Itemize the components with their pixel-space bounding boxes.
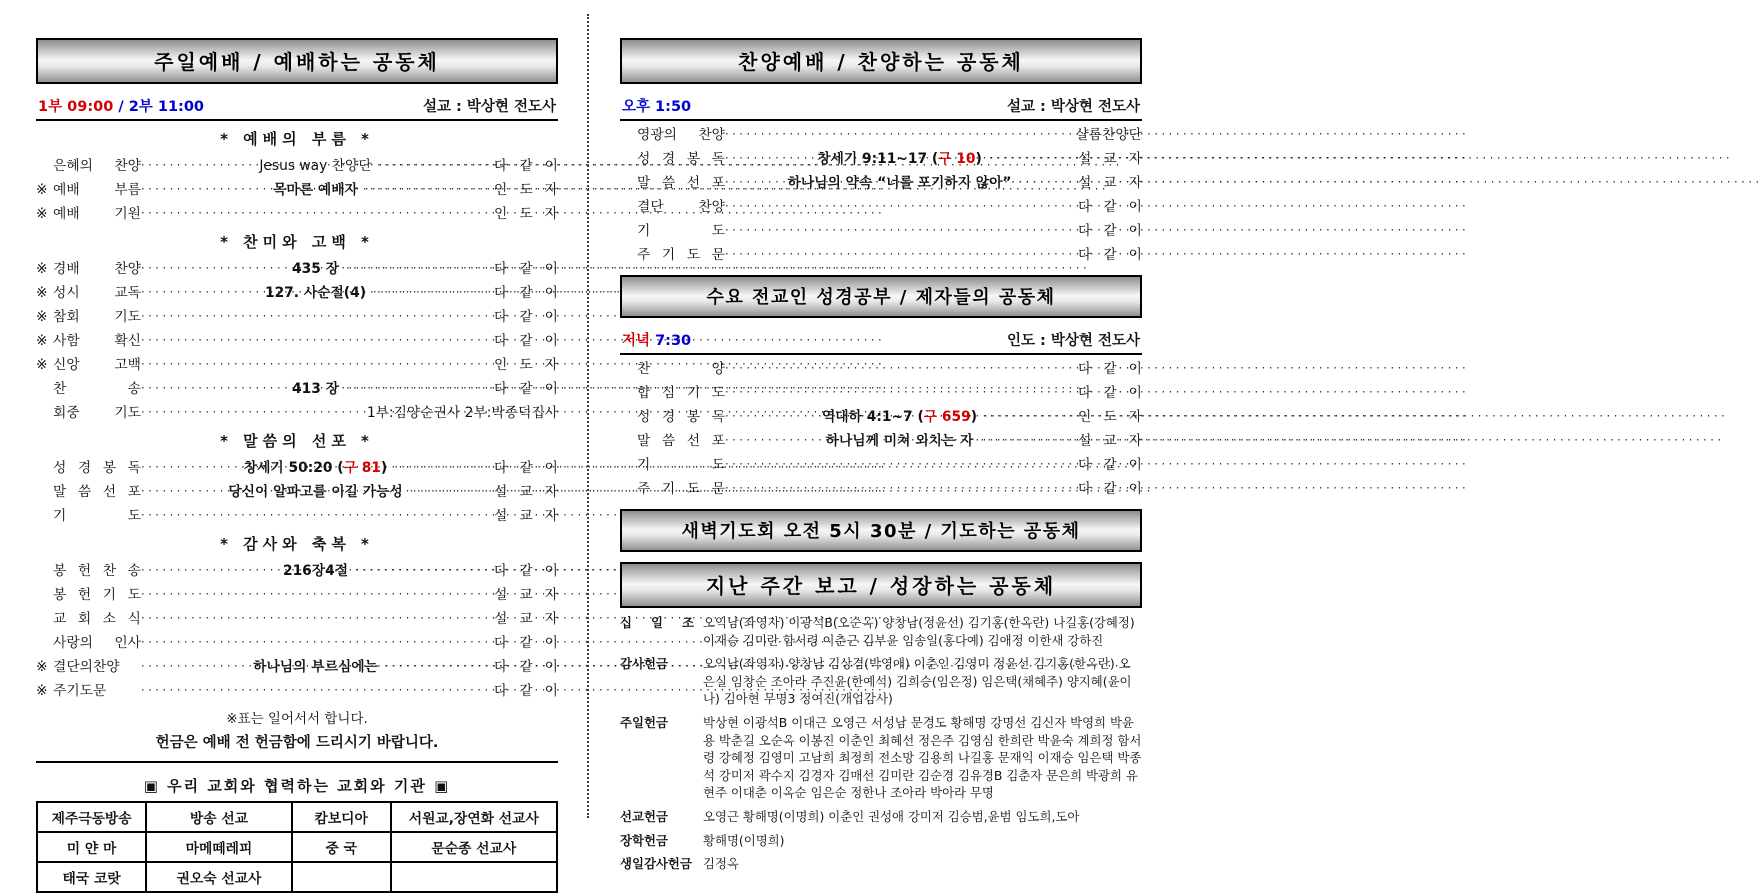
report-entry-names: 박상현 이광석B 이대근 오영근 서성남 문경도 황해명 강명선 김신자 박영희 박윤용 박춘길 오순옥 이봉진 이춘인 최혜선 정은주 김영심 한희란 박윤숙 계희정 함서령 강혜정 김영미 고남희 최정희 전소망 김용희 나길홍 문재익 이재승 임은택 박종석 강미저 곽수지 김경자 김매선 김미란 김순경 김유경B 김춘자 문은희 박광희 유현주 이대춘 이옥순 임은순 정한나 조아라 박아라 무명 [703,715,1142,801]
dotted-leader [1018,175,1074,189]
leader-label: 인도 : 박상현 전도사 [1007,333,1140,349]
service-item-assignee: 다 같 이 [494,683,558,699]
service-row [620,427,1142,451]
service-item-label: 성 경 봉 독 [637,409,725,425]
service-row [36,176,558,200]
order-of-worship [36,128,558,701]
service-item-assignee: 설 교 자 [494,611,558,627]
dotted-leader [355,563,490,577]
right-page-section [620,509,1142,552]
service-item-assignee: 다 같 이 [494,285,559,301]
service-item-assignee: 다 같 이 [1078,481,1142,497]
dotted-leader [141,508,490,522]
service-item-label: 은혜의 찬양 [53,158,141,174]
service-row [620,121,1142,145]
service-row [620,403,1142,427]
content-text: ) [970,409,978,425]
table-row [37,802,557,832]
service-row [36,200,558,224]
dotted-leader [141,261,285,275]
service-item-content: 413 장 [292,381,339,397]
service-item-assignee: 다 같 이 [494,659,559,675]
standing-mark: ※ [36,333,48,349]
service-item-label: 말 씀 선 포 [53,484,141,500]
service-row [36,255,558,279]
dotted-leader [725,433,819,447]
service-item-label: 사함 확신 [53,333,141,349]
service-item-assignee: 다 같 이 [1078,457,1142,473]
service-item-label: 회중 기도 [53,405,141,421]
service-row [36,375,558,399]
dotted-leader [725,409,815,423]
service-row [36,454,558,478]
dotted-leader [141,405,363,419]
service-row [36,478,558,502]
service-item-label: 예배 기원 [53,206,141,222]
dotted-leader [373,285,490,299]
service-item-content: 하나님의 약속 “너를 포기하지 않아” [787,175,1012,191]
dotted-leader [725,361,1074,375]
table-cell: 캄보디아 [292,802,391,832]
service-row [36,677,558,701]
standing-mark: ※ [36,182,48,198]
service-item-assignee: 샬롬찬양단 [1075,127,1142,143]
service-item-label: 주 기 도 문 [637,481,725,497]
service-times [622,329,691,350]
service-item-label: 참회 기도 [53,309,141,325]
order-section-title: * 말씀의 선포 * [220,432,374,450]
service-row [620,193,1142,217]
service-item-assignee: 다 같 이 [494,333,558,349]
section-header: 새벽기도회 오전 5시 30분 / 기도하는 공동체 [620,509,1142,552]
report-entry-names: 오익남(좌영자) 양창남 김상겸(박영애) 이춘인 김영미 정윤선 김기홍(한옥란) 오은실 임창순 조아라 주진윤(한예석) 김희승(임은정) 임은택(채혜주) 양지혜(윤이나) 김아현 무명3 정여진(개업감사) [703,656,1132,707]
service-item-assignee: 설 교 자 [1078,175,1142,191]
service-item-content: 목마른 예배자 [273,182,358,198]
dotted-leader [141,460,237,474]
service-item-label: 찬 송 [53,381,141,397]
service-item-label: 신앙 고백 [53,357,141,373]
dotted-leader [394,460,490,474]
content-text: 창세기 50:20 ( [243,460,344,476]
right-page-section [620,38,1142,265]
dotted-leader [989,151,1074,165]
content-text: 구 10 [938,151,976,167]
dotted-leader [346,261,490,275]
dotted-leader [725,457,1074,471]
dotted-leader [141,158,252,172]
service-item-content: Jesus way 찬양단 [259,158,372,174]
content-text: ) [380,460,388,476]
service-item-label: 기 도 [637,223,725,239]
report-entry [620,832,1142,850]
table-cell [391,862,557,892]
service-item-label: 찬 양 [637,361,725,377]
service-item-assignee: 인 도 자 [494,182,558,198]
service-row [36,557,558,581]
service-item-assignee: 다 같 이 [494,381,558,397]
table-cell: 제주극동방송 [37,802,146,832]
service-item-content: 435 장 [292,261,339,277]
service-item-label: 기 도 [53,508,141,524]
service-item-assignee: 다 같 이 [494,261,558,277]
dotted-leader [725,385,1074,399]
service-item-label: 말 씀 선 포 [637,175,725,191]
dotted-leader [984,409,1074,423]
service-item-assignee: 설 교 자 [1078,433,1142,449]
report-entry [620,855,1142,873]
service-item-label: 주 기 도 문 [637,247,725,263]
content-text: 창세기 9:11~17 ( [817,151,939,167]
table-row [37,862,557,892]
dotted-leader [379,158,490,172]
dotted-leader [365,182,490,196]
standing-mark: ※ [36,309,48,325]
standing-mark: ※ [36,357,48,373]
right-page-section [620,562,1142,873]
service-time-text: 저녁 [622,333,656,349]
service-time-text: 7:30 [655,333,692,349]
report-entry [620,655,1142,708]
standing-mark: ※ [36,683,48,699]
service-item-assignee: 다 같 이 [1078,199,1142,215]
service-row [620,355,1142,379]
dotted-leader [346,381,490,395]
service-row [36,327,558,351]
dotted-leader [141,182,266,196]
dotted-leader [141,683,490,697]
service-item-assignee: 인 도 자 [494,357,558,373]
right-page-section [620,275,1142,499]
section-rule [36,761,558,763]
dotted-leader [385,659,490,673]
service-item-label: 경배 찬양 [53,261,141,277]
service-item-assignee: 다 같 이 [1078,223,1142,239]
service-item-label: 합 심 기 도 [637,385,725,401]
weekly-report [620,614,1142,873]
service-item-content: 당신이 알파고를 이길 가능성 [228,484,403,500]
dotted-leader [141,484,221,498]
service-item-assignee: 다 같 이 [494,158,558,174]
service-item-assignee: 다 같 이 [494,460,558,476]
dotted-leader [141,357,490,371]
service-item-label: 기 도 [637,457,725,473]
dotted-leader [141,206,490,220]
report-entry-names: 김정옥 [703,856,739,872]
service-item-content: 216장4절 [282,563,349,579]
service-item-assignee: 다 같 이 [1078,361,1142,377]
table-cell: 중 국 [292,832,391,862]
service-row [36,279,558,303]
section-schedule [620,84,1142,121]
section-header: 지난 주간 보고 / 성장하는 공동체 [620,562,1142,608]
service-row [36,399,558,423]
dotted-leader [141,309,490,323]
table-cell: 마메떼레피 [146,832,292,862]
service-row [620,241,1142,265]
dotted-leader [141,635,490,649]
content-text: 구 81 [343,460,381,476]
dotted-leader [141,333,490,347]
service-item-label: 봉 헌 찬 송 [53,563,141,579]
service-row [36,502,558,526]
section-header: 수요 전교인 성경공부 / 제자들의 공동체 [620,275,1142,318]
service-item-assignee: 설 교 자 [494,508,558,524]
service-item-assignee: 다 같 이 [1078,385,1142,401]
service-row [620,217,1142,241]
service-time-text: 1부 09:00 [38,99,114,115]
service-item-label: 예배 부름 [53,182,141,198]
table-cell: 방송 선교 [146,802,292,832]
service-time-text: / [113,99,129,115]
service-item-label: 말 씀 선 포 [637,433,725,449]
service-item-content: 하나님께 미쳐 외치는 자 [825,433,974,449]
dotted-leader [410,484,490,498]
service-item-assignee: 다 같 이 [494,563,558,579]
table-cell: 태국 코랏 [37,862,146,892]
dotted-leader [141,381,285,395]
report-entry-names: 오영근 황해명(이명희) 이춘인 권성애 강미저 김승범,윤범 임도희,도아 [703,809,1080,825]
dotted-leader [141,611,490,625]
service-item-assignee: 다 같 이 [1078,247,1142,263]
offering-note: 헌금은 예배 전 헌금함에 드리시기 바랍니다. [155,735,439,751]
left-page-column [36,38,558,893]
table-cell: 문순종 선교사 [391,832,557,862]
service-row [620,145,1142,169]
section-header: 찬양예배 / 찬양하는 공동체 [620,38,1142,84]
service-item-assignee: 인 도 자 [1078,409,1142,425]
right-page-column [620,38,1142,883]
service-item-assignee: 다 같 이 [494,635,558,651]
service-row [36,351,558,375]
dotted-leader [980,433,1074,447]
leader-label: 설교 : 박상현 전도사 [1007,99,1140,115]
report-entry-label: 주일헌금 [620,715,668,731]
service-row [36,653,558,677]
table-cell: 서원교,장연화 선교사 [391,802,557,832]
dotted-leader [141,587,490,601]
standing-mark: ※ [36,659,48,675]
partners-table-title: ▣ 우리 교회와 협력하는 교회와 기관 ▣ [143,777,451,795]
content-text: 역대하 4:1~7 ( [821,409,924,425]
service-item-assignee: 다 같 이 [494,309,558,325]
service-item-label: 봉 헌 기 도 [53,587,141,603]
service-item-content: 하나님의 부르심에는 [253,659,378,675]
service-item-label: 교 회 소 식 [53,611,141,627]
service-row [36,629,558,653]
service-item-label: 주기도문 [53,683,107,699]
content-text: 구 659 [923,409,971,425]
sunday-worship-header: 주일예배 / 예배하는 공동체 [36,38,558,84]
service-item-assignee: 설 교 자 [494,587,558,603]
service-row [36,152,558,176]
service-item-assignee: 인 도 자 [494,206,558,222]
service-time-text: 오후 1:50 [622,99,692,115]
dotted-leader [725,223,1074,237]
table-cell: 권오숙 선교사 [146,862,292,892]
service-item-assignee: 설 교 자 [494,484,558,500]
mission-partners-table [36,801,558,893]
service-item-label: 성 경 봉 독 [53,460,141,476]
service-times [622,95,691,116]
report-entry [620,808,1142,826]
service-item-assignee: 1부:김양순권사 2부:박종덕집사 [366,405,558,421]
dotted-leader [725,151,810,165]
service-row [36,303,558,327]
report-entry-label: 장학헌금 [620,832,668,848]
standing-mark: ※ [36,285,48,301]
report-entry-label: 십 일 조 [620,615,694,630]
service-item-label: 성 경 봉 독 [637,151,725,167]
service-row [620,169,1142,193]
table-row [37,832,557,862]
service-times [38,95,204,116]
standing-note: ※표는 일어서서 합니다. [226,711,368,727]
service-item-label: 결단의찬양 [53,659,120,675]
service-item-label: 영광의 찬양 [637,127,725,143]
section-schedule [620,318,1142,355]
dotted-leader [141,285,258,299]
service-row [36,581,558,605]
service-item-content: 127. 사순절(4) [264,285,367,301]
report-entry-names: 오익남(좌영자) 이광석B(오순옥) 양창남(정윤선) 김기홍(한옥란) 나길홍(강혜정) 이재승 김미란 함서령 이춘근 김부윤 임송일(홍다예) 김애정 이한새 강하진 [703,615,1135,648]
table-cell: 미 얀 마 [37,832,146,862]
service-row [620,379,1142,403]
report-entry-label: 선교헌금 [620,809,668,825]
dotted-leader [725,175,781,189]
service-item-label: 결단 찬양 [637,199,725,215]
report-entry [620,614,1142,649]
service-row [36,605,558,629]
order-section-title: * 찬미와 고백 * [220,233,374,251]
order-section-title: * 감사와 축복 * [220,535,374,553]
table-cell [292,862,391,892]
sunday-worship-schedule [36,84,558,121]
report-entry-names: 황해명(이명희) [703,832,785,848]
report-entry-label: 생일감사헌금 [620,856,692,872]
order-section-title: * 예배의 부름 * [220,130,374,148]
dotted-leader [141,563,276,577]
dotted-leader [725,199,1074,213]
service-item-assignee: 설 교 자 [1078,151,1143,167]
service-item-label: 사랑의 인사 [53,635,141,651]
service-time-text: 2부 11:00 [128,99,205,115]
dotted-leader [725,481,1074,495]
standing-mark: ※ [36,261,48,277]
dotted-leader [725,247,1074,261]
standing-mark: ※ [36,206,48,222]
dotted-leader [725,127,1071,141]
service-row [620,451,1142,475]
preacher-label: 설교 : 박상현 전도사 [423,99,556,115]
dotted-leader [141,659,246,673]
service-row [620,475,1142,499]
report-entry [620,714,1142,802]
service-item-label: 성시 교독 [53,285,141,301]
content-text: ) [975,151,982,167]
report-entry-label: 감사헌금 [620,656,668,672]
